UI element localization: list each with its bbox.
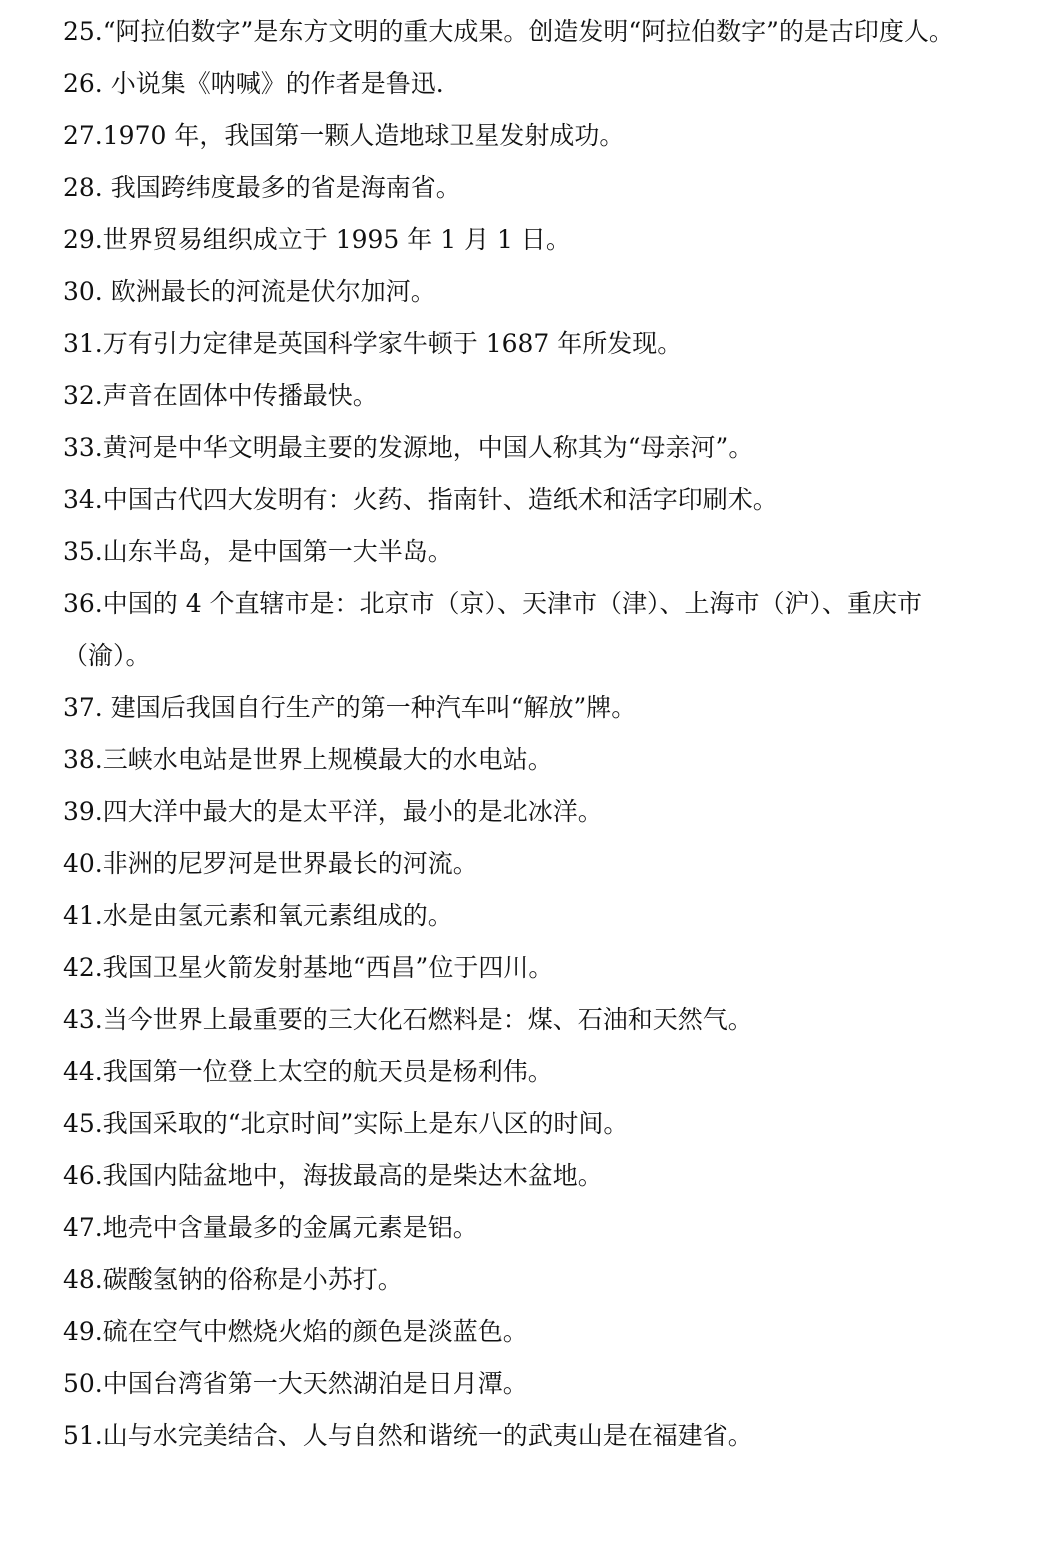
list-item: 44.我国第一位登上太空的航天员是杨利伟。 xyxy=(63,1057,553,1086)
list-item: 45.我国采取的“北京时间”实际上是东八区的时间。 xyxy=(63,1109,629,1138)
list-item: 31.万有引力定律是英国科学家牛顿于 1687 年所发现。 xyxy=(63,329,683,358)
list-item: 41.水是由氢元素和氧元素组成的。 xyxy=(63,901,453,930)
list-item: 34.中国古代四大发明有：火药、指南针、造纸术和活字印刷术。 xyxy=(63,485,778,514)
list-item: 33.黄河是中华文明最主要的发源地，中国人称其为“母亲河”。 xyxy=(63,433,754,462)
list-item: 27.1970 年，我国第一颗人造地球卫星发射成功。 xyxy=(63,121,625,150)
list-item: 39.四大洋中最大的是太平洋，最小的是北冰洋。 xyxy=(63,797,603,826)
list-item: 32.声音在固体中传播最快。 xyxy=(63,381,378,410)
list-item: 50.中国台湾省第一大天然湖泊是日月潭。 xyxy=(63,1369,528,1398)
list-item: 42.我国卫星火箭发射基地“西昌”位于四川。 xyxy=(63,953,554,982)
list-item: 29.世界贸易组织成立于 1995 年 1 月 1 日。 xyxy=(63,225,571,254)
list-item: 38.三峡水电站是世界上规模最大的水电站。 xyxy=(63,745,553,774)
list-item: 49.硫在空气中燃烧火焰的颜色是淡蓝色。 xyxy=(63,1317,528,1346)
list-item: 51.山与水完美结合、人与自然和谐统一的武夷山是在福建省。 xyxy=(63,1421,753,1450)
list-item: 46.我国内陆盆地中，海拔最高的是柴达木盆地。 xyxy=(63,1161,603,1190)
list-item: 25.“阿拉伯数字”是东方文明的重大成果。创造发明“阿拉伯数字”的是古印度人。 xyxy=(63,17,954,46)
list-item: 37. 建国后我国自行生产的第一种汽车叫“解放”牌。 xyxy=(63,693,637,722)
list-item: 26. 小说集《呐喊》的作者是鲁迅. xyxy=(63,69,444,98)
list-item: 48.碳酸氢钠的俗称是小苏打。 xyxy=(63,1265,403,1294)
document-body xyxy=(63,6,993,1462)
list-item: 47.地壳中含量最多的金属元素是铝。 xyxy=(63,1213,478,1242)
list-item: 35.山东半岛，是中国第一大半岛。 xyxy=(63,537,453,566)
list-item: 28. 我国跨纬度最多的省是海南省。 xyxy=(63,173,461,202)
list-item: 30. 欧洲最长的河流是伏尔加河。 xyxy=(63,277,436,306)
list-item: 36.中国的 4 个直辖市是：北京市（京）、天津市（津）、上海市（沪）、重庆市（渝）。 xyxy=(63,589,923,670)
list-item: 40.非洲的尼罗河是世界最长的河流。 xyxy=(63,849,478,878)
list-item: 43.当今世界上最重要的三大化石燃料是：煤、石油和天然气。 xyxy=(63,1005,753,1034)
